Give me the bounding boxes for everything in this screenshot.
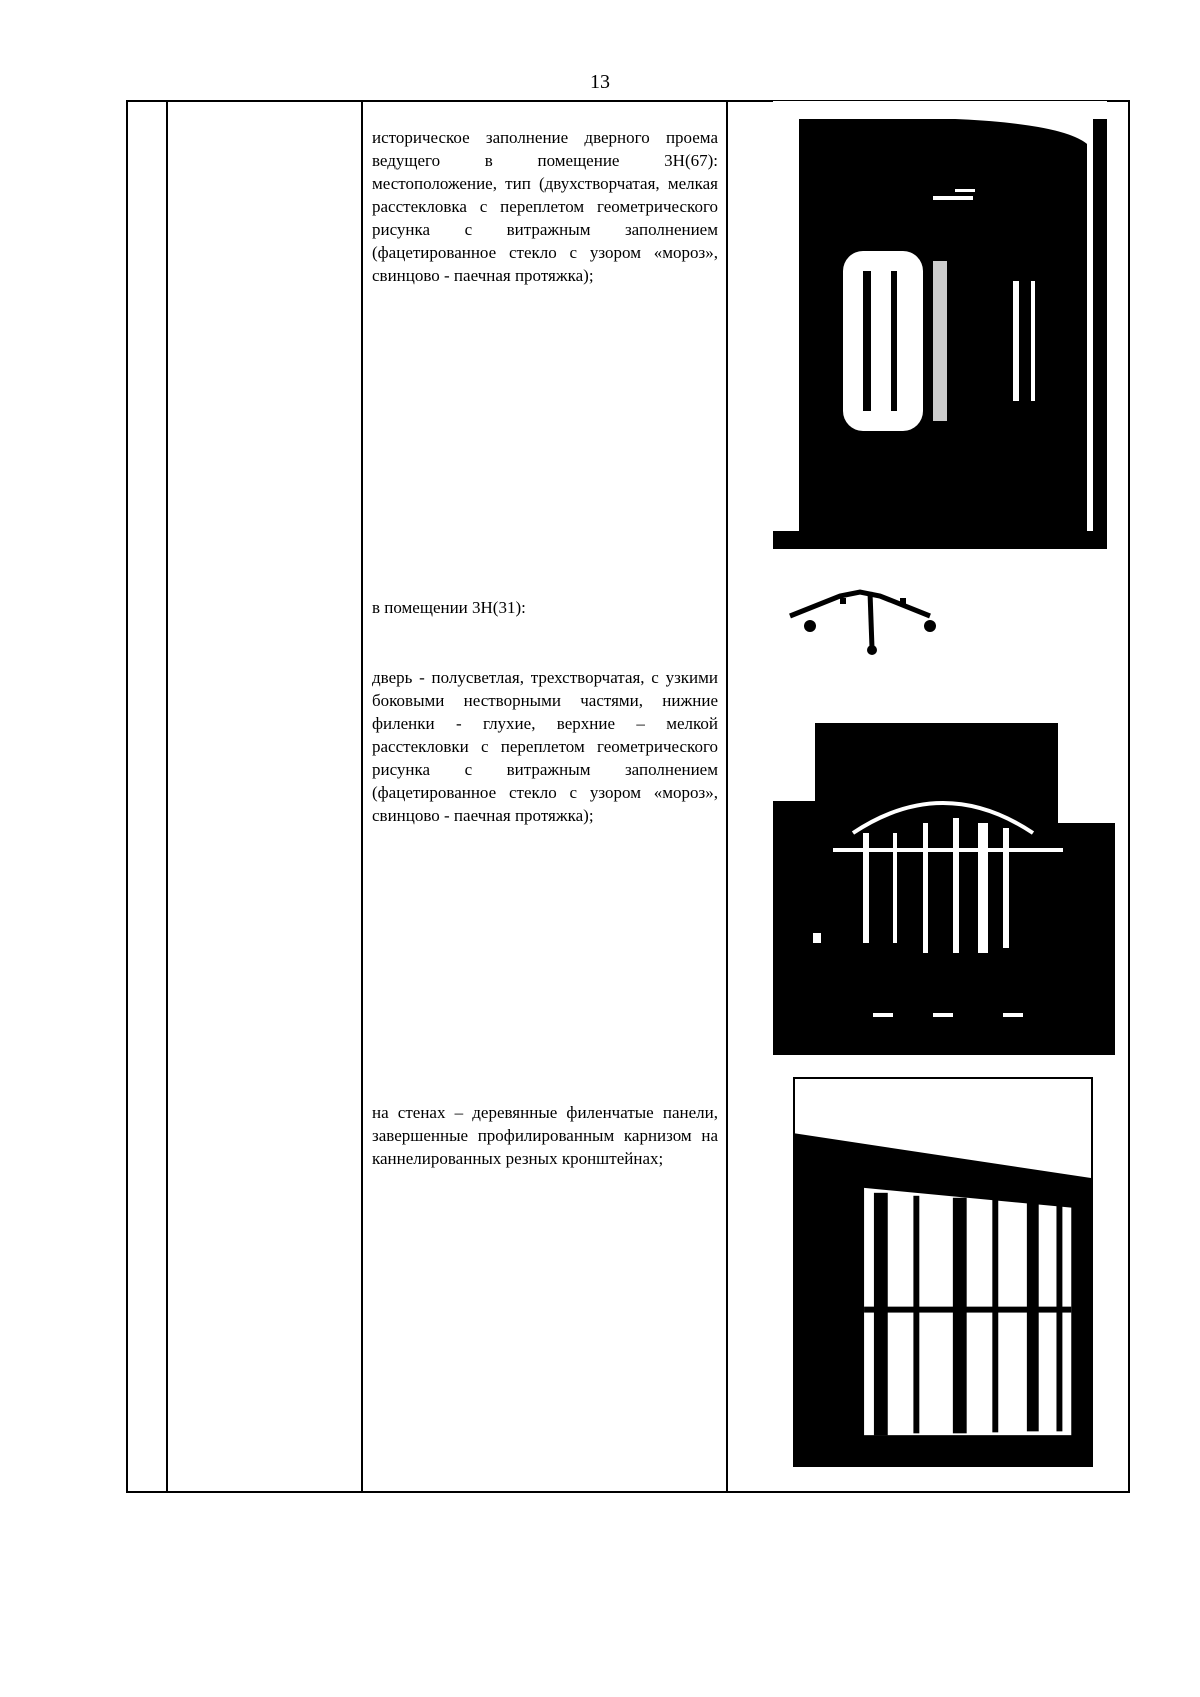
page-number: 13 bbox=[590, 71, 610, 93]
photo-wall-panels bbox=[793, 1077, 1093, 1467]
column-divider-3 bbox=[726, 102, 728, 1491]
text-wall-panels: на стенах – деревянные филенчатые панели, завершенные профилированным карнизом на каннелированных резных кронштейнах; bbox=[372, 1103, 718, 1168]
text-room-3n31: в помещении 3Н(31): bbox=[372, 598, 526, 617]
text-door-3n67: историческое заполнение дверного проема ведущего в помещение 3Н(67): местоположение, тип (двухстворчатая, мелкая расстекловка с переплетом геометрического рисунка с витражным заполнением (фацетированное стекло с узором «мороз», свинцово - паечная протяжка); bbox=[372, 128, 718, 285]
column-divider-1 bbox=[166, 102, 168, 1491]
text-door-3n31: дверь - полусветлая, трехстворчатая, с узкими боковыми нестворными частями, нижние филенки - глухие, верхние – мелкой расстекловки с переплетом геометрического рисунка с витражным заполнением (фацетированное стекло с узором «мороз», свинцово - паечная протяжка); bbox=[372, 668, 718, 825]
column-divider-2 bbox=[361, 102, 363, 1491]
photo-door-3n31 bbox=[773, 723, 1115, 1055]
photo-doorway-3n67 bbox=[773, 101, 1107, 549]
photo-chandelier-fragment bbox=[780, 588, 960, 658]
